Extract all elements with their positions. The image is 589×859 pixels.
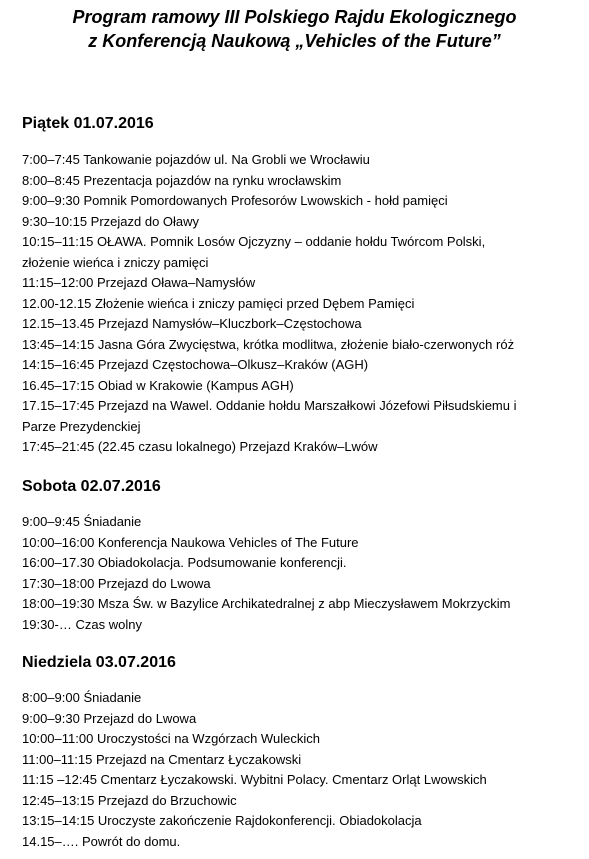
schedule-entry: 17.15–17:45 Przejazd na Wawel. Oddanie hołdu Marszałkowi Józefowi Piłsudskiemu i <box>22 398 517 413</box>
document-title-line-1: Program ramowy III Polskiego Rajdu Ekologicznego <box>72 7 517 27</box>
schedule-entry: 14.15–…. Powrót do domu. <box>22 833 181 849</box>
schedule-entry: 8:00–8:45 Prezentacja pojazdów na rynku wrocławskim <box>22 172 342 188</box>
schedule-entry: 16:00–17.30 Obiadokolacja. Podsumowanie konferencji. <box>22 555 347 570</box>
schedule-entry: 11:00–11:15 Przejazd na Cmentarz Łyczakowski <box>22 751 302 767</box>
schedule-entry: 12.15–13.45 Przejazd Namysłów–Kluczbork–Częstochowa <box>22 316 362 331</box>
document-title-line-2: z Konferencją Naukową „Vehicles of the Future” <box>88 31 501 51</box>
schedule-entry: 12:45–13:15 Przejazd do Brzuchowic <box>22 792 237 808</box>
schedule-entry: 12.00-12.15 Złożenie wieńca i zniczy pamięci przed Dębem Pamięci <box>22 295 415 311</box>
schedule-entry: 8:00–9:00 Śniadanie <box>22 690 142 705</box>
schedule-entry: 17:30–18:00 Przejazd do Lwowa <box>22 575 211 591</box>
schedule-list-saturday <box>22 512 567 635</box>
schedule-entry: 11:15 –12:45 Cmentarz Łyczakowski. Wybitni Polacy. Cmentarz Orląt Lwowskich <box>22 772 487 787</box>
schedule-entry: 9:00–9:30 Pomnik Pomordowanych Profesorów Lwowskich - hołd pamięci <box>22 193 448 208</box>
schedule-entry: 13:15–14:15 Uroczyste zakończenie Rajdokonferencji. Obiadokolacja <box>22 813 422 828</box>
schedule-entry: 17:45–21:45 (22.45 czasu lokalnego) Przejazd Kraków–Lwów <box>22 439 378 454</box>
schedule-entry: 11:15–12:00 Przejazd Oława–Namysłów <box>22 275 256 290</box>
schedule-entry: 9:30–10:15 Przejazd do Oławy <box>22 213 200 229</box>
schedule-entry: 16.45–17:15 Obiad w Krakowie (Kampus AGH) <box>22 377 294 393</box>
schedule-entry: 9:00–9:45 Śniadanie <box>22 514 142 529</box>
schedule-list-friday <box>22 150 567 458</box>
schedule-list-sunday <box>22 688 567 852</box>
schedule-entry: 7:00–7:45 Tankowanie pojazdów ul. Na Grobli we Wrocławiu <box>22 152 370 167</box>
day-heading-saturday: Sobota 02.07.2016 <box>22 478 161 495</box>
day-heading-friday: Piątek 01.07.2016 <box>22 115 154 132</box>
schedule-entry: 10:15–11:15 OŁAWA. Pomnik Losów Ojczyzny – oddanie hołdu Twórcom Polski, <box>22 234 486 249</box>
schedule-entry-continuation: złożenie wieńca i zniczy pamięci <box>22 254 209 270</box>
schedule-entry: 9:00–9:30 Przejazd do Lwowa <box>22 710 197 726</box>
schedule-entry: 14:15–16:45 Przejazd Częstochowa–Olkusz–Kraków (AGH) <box>22 357 369 372</box>
schedule-entry-continuation: Parze Prezydenckiej <box>22 418 141 434</box>
day-heading-sunday: Niedziela 03.07.2016 <box>22 654 176 671</box>
schedule-entry: 10:00–16:00 Konferencja Naukowa Vehicles of The Future <box>22 534 359 550</box>
schedule-entry: 13:45–14:15 Jasna Góra Zwycięstwa, krótka modlitwa, złożenie biało-czerwonych róż <box>22 336 515 352</box>
schedule-entry: 10:00–11:00 Uroczystości na Wzgórzach Wuleckich <box>22 731 320 746</box>
schedule-entry: 19:30-… Czas wolny <box>22 616 142 632</box>
schedule-entry: 18:00–19:30 Msza Św. w Bazylice Archikatedralnej z abp Mieczysławem Mokrzyckim <box>22 596 511 611</box>
